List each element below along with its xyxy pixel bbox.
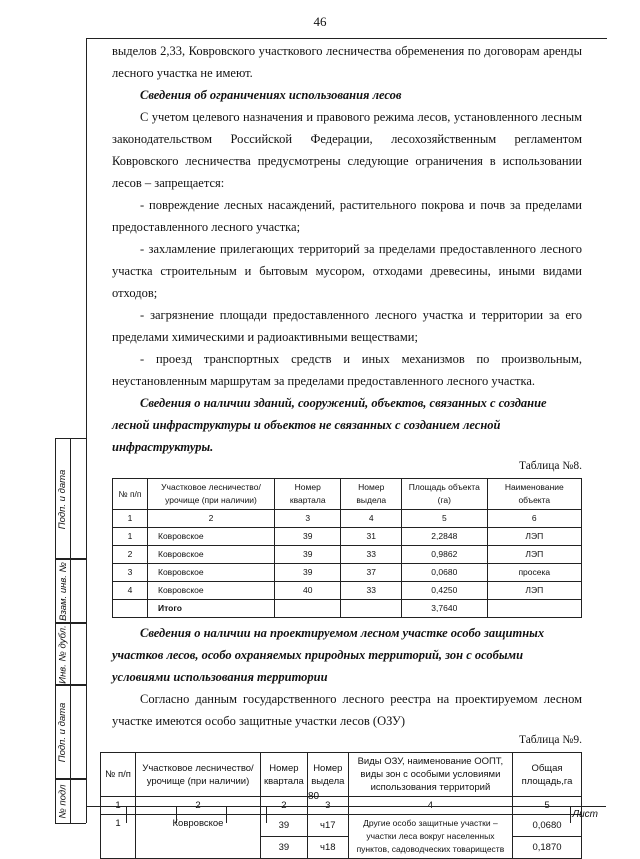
table8-header: Площадь объекта (га) (402, 479, 488, 510)
stamp-number: 80 (308, 791, 320, 802)
sidebar-label: Подп. и дата (57, 469, 69, 529)
table-cell: 39 (275, 546, 341, 564)
table-cell: 1 (101, 815, 136, 859)
table-cell: Ковровское (148, 564, 275, 582)
table-cell: Ковровское (148, 582, 275, 600)
table-cell: 0,9862 (402, 546, 488, 564)
table-8 (112, 478, 582, 618)
table-cell: 6 (487, 510, 581, 528)
table-cell: 39 (261, 815, 308, 837)
page-number: 46 (313, 14, 327, 29)
table-cell: 33 (341, 546, 402, 564)
table-row (113, 510, 582, 528)
table-cell: ч17 (307, 815, 348, 837)
intro-text: выделов 2,33, Ковровского участкового лесничества обременения по договорам аренды лесного участка не имеют. (112, 44, 582, 80)
table-cell: 39 (275, 564, 341, 582)
table9-header: Виды ОЗУ, наименование ООПТ, виды зон с особыми условиями использования территорий (348, 753, 512, 797)
sidebar-label: № подл (57, 783, 69, 819)
table9-header: Номер выдела (307, 753, 348, 797)
table-cell: Ковровское (148, 546, 275, 564)
table8-header: № п/п (113, 479, 148, 510)
table-cell: 2 (113, 546, 148, 564)
table-cell: ч18 (307, 837, 348, 859)
table-row (113, 528, 582, 546)
bottom-stamp-strip (86, 791, 606, 823)
section-restrictions-body: С учетом целевого назначения и правового режима лесов, установленного лесным законодательством Российской Федерации, лесохозяйственным регламентом Ковровского лесничества предусмотрены следующие ограничения в использовании лесов – запрещается: (112, 110, 582, 190)
section-ozu-body: Согласно данным государственного лесного реестра на проектируемом лесном участке имеются особо защитные участки лесов (ОЗУ) (112, 692, 582, 728)
table-cell: 0,0680 (513, 815, 582, 837)
table-cell: 0,0680 (402, 564, 488, 582)
sidebar-label: Взам. инв. № (57, 561, 69, 621)
table-cell: 4 (341, 510, 402, 528)
table-cell: ЛЭП (487, 528, 581, 546)
table-cell: 37 (341, 564, 402, 582)
table8-header: Номер квартала (275, 479, 341, 510)
table-cell: просека (487, 564, 581, 582)
table-cell: 2,2848 (402, 528, 488, 546)
table-cell: ЛЭП (487, 546, 581, 564)
table-cell: 31 (341, 528, 402, 546)
sidebar-inv-dubl (55, 622, 86, 686)
restriction-item: - захламление прилегающих территорий за пределами предоставленного лесного участка строительным и бытовым мусором, отходами древесины, иными видами отходов; (112, 242, 582, 300)
table-cell: 5 (513, 797, 582, 815)
main-content (105, 40, 582, 859)
table8-header: Участковое лесничество/урочище (при наличии) (148, 479, 275, 510)
table-row (113, 546, 582, 564)
sidebar-podp-data-2 (55, 684, 86, 780)
table-cell: 0,1870 (513, 837, 582, 859)
table9-header: Участковое лесничество/урочище (при наличии) (136, 753, 261, 797)
total-value: 3,7640 (402, 600, 488, 618)
table-cell: 33 (341, 582, 402, 600)
table-cell: 39 (261, 837, 308, 859)
table-cell: 4 (113, 582, 148, 600)
table-cell: 3 (113, 564, 148, 582)
table-cell: 3 (307, 797, 348, 815)
table-cell: 4 (348, 797, 512, 815)
list-label: Лист (572, 809, 598, 820)
table-cell: ЛЭП (487, 582, 581, 600)
restriction-item: - повреждение лесных насаждений, растительного покрова и почв за пределами предоставленного лесного участка; (112, 198, 582, 234)
table-cell (341, 600, 402, 618)
table-cell: Ковровское (136, 815, 261, 859)
table-row (113, 564, 582, 582)
table-cell: Другие особо защитные участки – участки леса вокруг населенных пунктов, садоводческих товариществ (348, 815, 512, 859)
sidebar-label: Подп. и дата (57, 702, 69, 762)
table-cell (275, 600, 341, 618)
table-cell: 2 (148, 510, 275, 528)
restriction-item: - загрязнение площади предоставленного лесного участка и территории за его пределами химическими и радиоактивными веществами; (112, 308, 582, 344)
table-cell: 5 (402, 510, 488, 528)
section-restrictions-title: Сведения об ограничениях использования лесов (140, 88, 402, 102)
section-buildings-title: Сведения о наличии зданий, сооружений, объектов, связанных с создание лесной инфраструктуры и объектов не связанных с созданием лесной инфраструктуры. (112, 396, 547, 454)
table9-header: Номер квартала (261, 753, 308, 797)
section-ozu-title: Сведения о наличии на проектируемом лесном участке особо защитных участков лесов, особо охраняемых природных территорий, зон с особыми условиями использования территории (112, 626, 545, 684)
table-cell: 3 (275, 510, 341, 528)
total-label: Итого (148, 600, 275, 618)
table-cell: 1 (113, 528, 148, 546)
sidebar-vzam-inv (55, 558, 86, 624)
table-cell: 0,4250 (402, 582, 488, 600)
table-cell: 1 (101, 797, 136, 815)
table-cell (113, 600, 148, 618)
table8-header: Номер выдела (341, 479, 402, 510)
table-row (113, 582, 582, 600)
table-cell: 1 (113, 510, 148, 528)
table-cell: 40 (275, 582, 341, 600)
sidebar-label: Инв. № дубл. (57, 624, 69, 684)
table-cell: 2 (261, 797, 308, 815)
table9-caption: Таблица №9. (518, 734, 582, 746)
table-cell: 39 (275, 528, 341, 546)
table-total-row (113, 600, 582, 618)
table8-header: Наименование объекта (487, 479, 581, 510)
table-cell: Ковровское (148, 528, 275, 546)
table9-header: Общая площадь,га (513, 753, 582, 797)
table8-caption: Таблица №8. (518, 460, 582, 472)
sidebar-podp-data-1 (55, 438, 86, 560)
restriction-item: - проезд транспортных средств и иных механизмов по произвольным, неустановленным маршрутам за пределами предоставленного лесного участка. (112, 352, 582, 388)
table-cell (487, 600, 581, 618)
sidebar-inv-podl (55, 778, 86, 824)
table9-header: № п/п (101, 753, 136, 797)
table-cell: 2 (136, 797, 261, 815)
